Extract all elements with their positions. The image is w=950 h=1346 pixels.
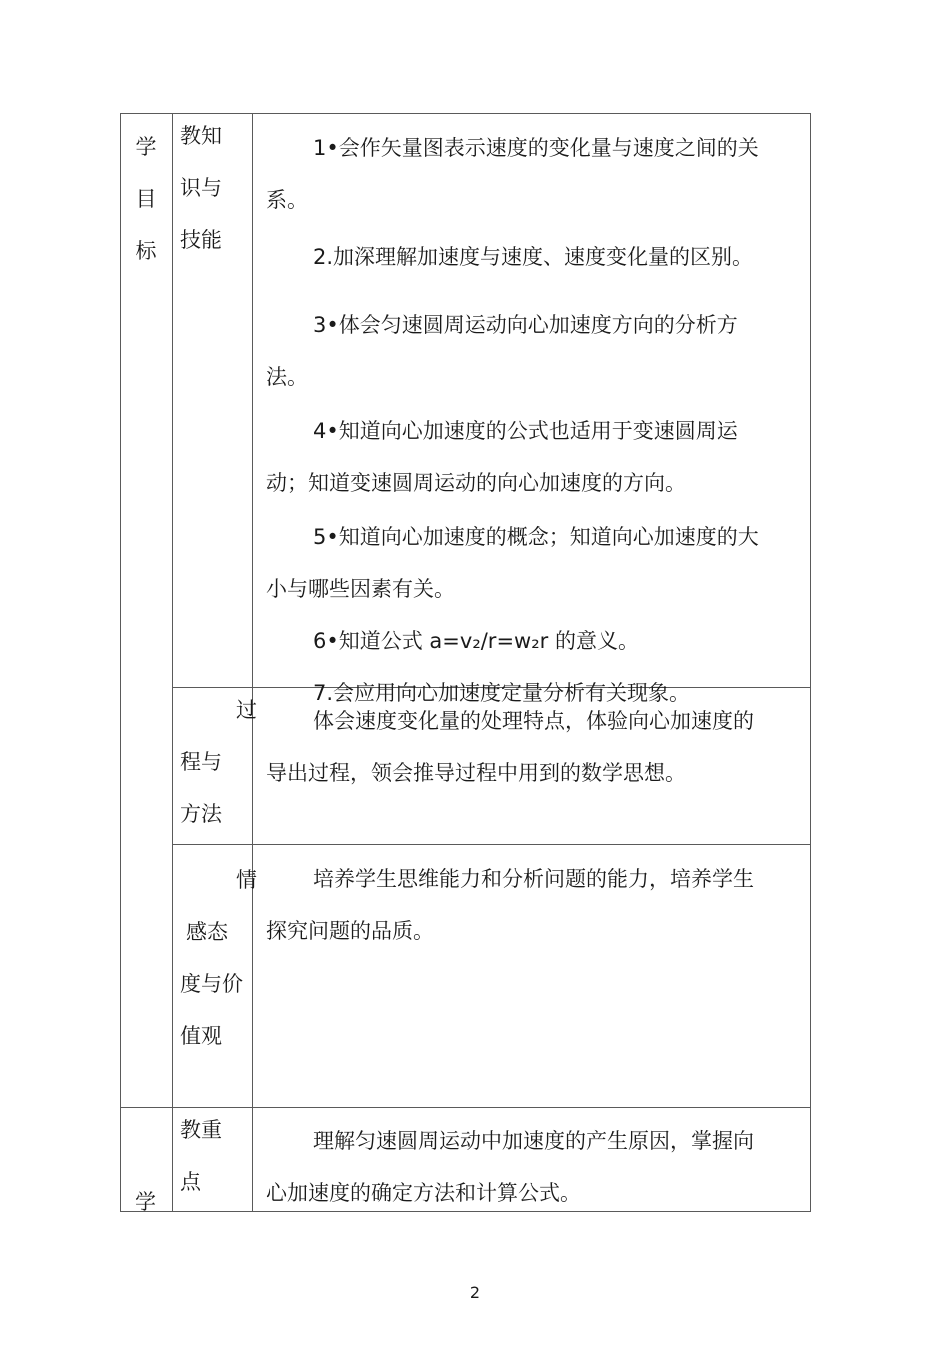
process-text-line1: 体会速度变化量的处理特点，体验向心加速度的 — [313, 709, 754, 733]
section1-label-char: 标 — [135, 239, 157, 263]
knowledge-label-line: 技能 — [180, 228, 222, 252]
process-text-line2: 导出过程，领会推导过程中用到的数学思想。 — [266, 761, 686, 785]
knowledge-label-line: 教知 — [180, 124, 222, 148]
section1-label-char: 学 — [135, 135, 157, 159]
knowledge-item-4-line1: 4•知道向心加速度的公式也适用于变速圆周运 — [313, 419, 738, 443]
key-points-label-line: 点 — [180, 1170, 201, 1194]
knowledge-item-3-line1: 3•体会匀速圆周运动向心加速度方向的分析方 — [313, 313, 738, 337]
emotion-label-line: 值观 — [180, 1024, 222, 1048]
process-label — [180, 684, 257, 840]
knowledge-item-5-line1: 5•知道向心加速度的概念；知道向心加速度的大 — [313, 525, 759, 549]
knowledge-label-line: 识与 — [180, 176, 222, 200]
section1-label — [131, 121, 161, 277]
section1-label-char: 目 — [135, 187, 157, 211]
key-points-label — [180, 1104, 222, 1208]
knowledge-item-6: 6•知道公式 a=v₂/r=w₂r 的意义。 — [313, 629, 639, 653]
emotion-label — [180, 854, 257, 1062]
table-border-left — [120, 113, 121, 1212]
table-border-right — [810, 113, 811, 1212]
page-number: 2 — [469, 1283, 481, 1302]
emotion-label-line: 情 — [236, 868, 257, 892]
process-label-line: 过 — [236, 698, 257, 722]
knowledge-label — [180, 110, 222, 266]
emotion-text-line1: 培养学生思维能力和分析问题的能力，培养学生 — [313, 867, 754, 891]
process-label-line: 方法 — [180, 802, 222, 826]
row-divider-emotion — [172, 844, 811, 845]
column-divider-1 — [172, 113, 173, 1212]
knowledge-item-3-line2: 法。 — [266, 365, 308, 389]
emotion-label-line: 度与价 — [180, 972, 243, 996]
emotion-text-line2: 探究问题的品质。 — [266, 919, 434, 943]
knowledge-item-5-line2: 小与哪些因素有关。 — [266, 577, 455, 601]
key-points-label-line: 教重 — [180, 1118, 222, 1142]
knowledge-item-1-line1: 1•会作矢量图表示速度的变化量与速度之间的关 — [313, 136, 759, 160]
knowledge-item-2: 2.加深理解加速度与速度、速度变化量的区别。 — [313, 245, 754, 269]
knowledge-item-7: 7.会应用向心加速度定量分析有关现象。 — [313, 681, 691, 705]
key-points-text-line2: 心加速度的确定方法和计算公式。 — [266, 1181, 581, 1205]
row-divider-section2 — [120, 1107, 811, 1108]
process-label-line: 程与 — [180, 750, 222, 774]
knowledge-item-4-line2: 动；知道变速圆周运动的向心加速度的方向。 — [266, 471, 686, 495]
emotion-label-line: 感态 — [186, 920, 228, 944]
knowledge-item-1-line2: 系。 — [266, 188, 308, 212]
key-points-text-line1: 理解匀速圆周运动中加速度的产生原因，掌握向 — [313, 1129, 754, 1153]
knowledge-items-cell — [253, 114, 809, 705]
section2-label: 学 — [135, 1190, 156, 1214]
